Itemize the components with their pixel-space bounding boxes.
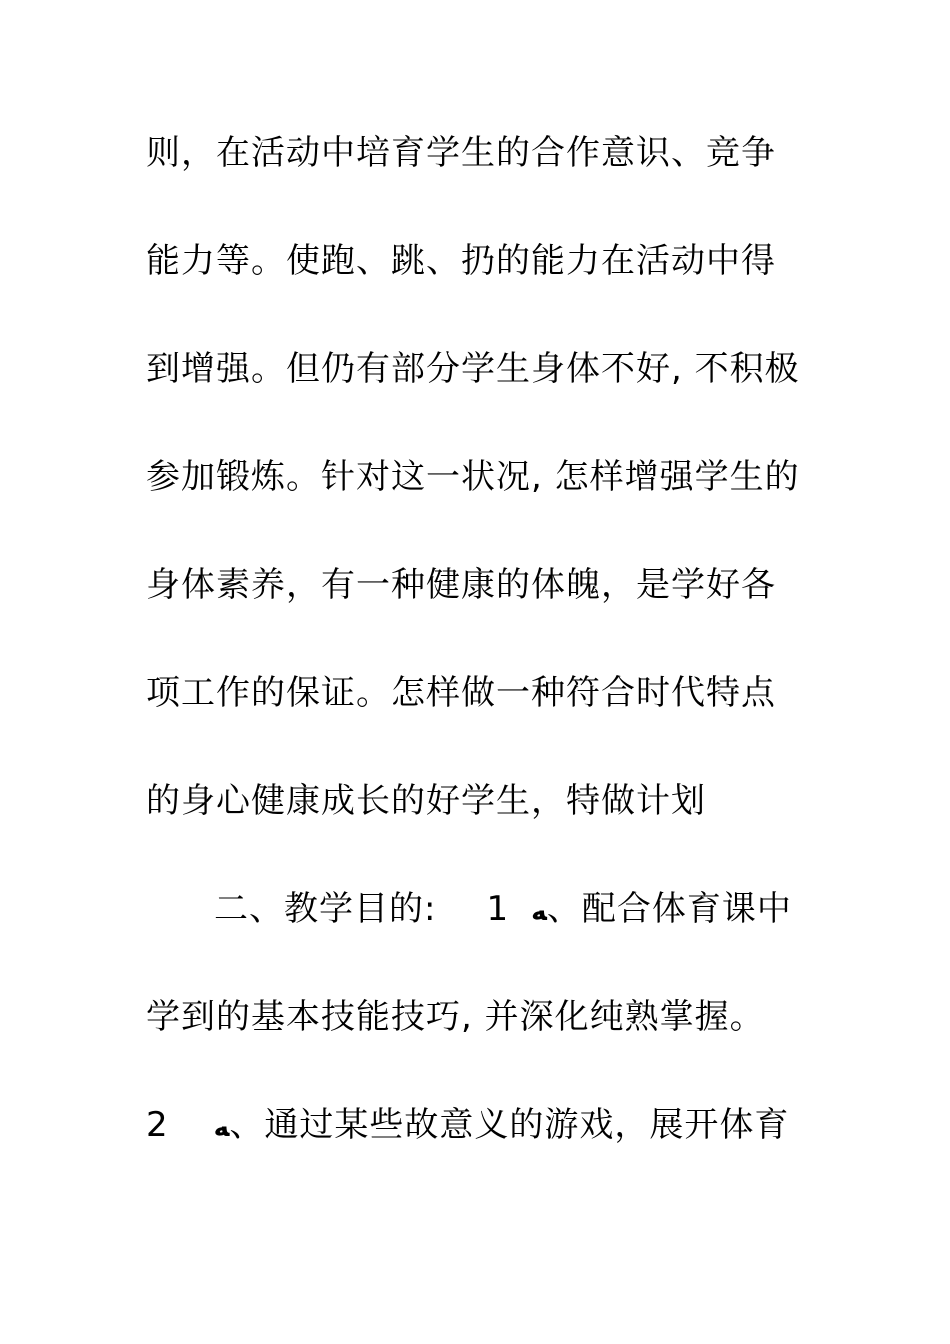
body-text-line: 到增强。但仍有部分学生身体不好, 不积极 [146,349,800,389]
objective-text: 、配合体育课中 [546,889,792,929]
glyph-mark: ﻪ [213,1113,230,1143]
body-text-line: 身体素养，有一种健康的体魄，是学好各 [146,565,776,605]
objectives-line [214,889,814,932]
body-text-line: 参加锻炼。针对这一状况, 怎样增强学生的 [146,457,800,497]
glyph-mark: ﻪ [531,897,547,927]
body-text-line: 则，在活动中培育学生的合作意识、竞争 [146,133,776,173]
objective-text: 、通过某些故意义的游戏，展开体育 [229,1105,790,1145]
body-text-line: 的身心健康成长的好学生，特做计划 [146,781,706,821]
body-text-line: 能力等。使跑、跳、扔的能力在活动中得 [146,241,776,281]
objective-item-2 [146,1105,806,1148]
objectives-heading: 二、教学目的: [214,889,437,929]
item-number: 1 [486,889,510,929]
item-number: 2 [146,1105,168,1145]
body-text-line: 项工作的保证。怎样做一种符合时代特点 [146,673,776,713]
body-text-line: 学到的基本技能技巧, 并深化纯熟掌握。 [146,997,765,1037]
